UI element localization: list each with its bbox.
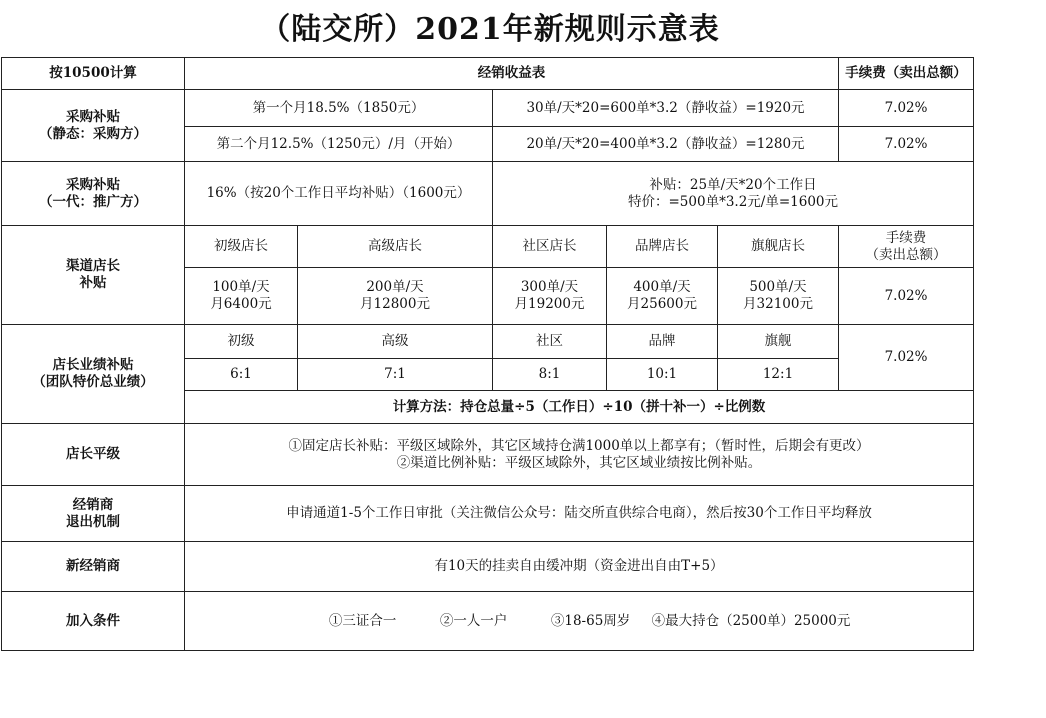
perf-ratio: 6:1 — [185, 359, 298, 391]
join-conditions-row — [2, 592, 974, 651]
second-month-calc: 20单/天*20=400单*3.2（静收益）=1280元 — [493, 127, 839, 162]
join-conditions-list — [185, 592, 974, 651]
purchase-static-label: 采购补贴 （静态：采购方） — [2, 90, 185, 162]
performance-levels-row — [2, 325, 974, 359]
manager-equal-row — [2, 424, 974, 486]
promoter-subsidy-desc: 16%（按20个工作日平均补贴）（1600元） — [185, 162, 493, 226]
join-conditions-label: 加入条件 — [2, 592, 185, 651]
new-dealer-label: 新经销商 — [2, 542, 185, 592]
level-value: 500单/天 月32100元 — [718, 268, 839, 325]
purchase-promoter-row — [2, 162, 974, 226]
exit-mechanism-label: 经销商 退出机制 — [2, 486, 185, 542]
join-condition-item: ②一人一户 — [439, 612, 508, 629]
level-value: 300单/天 月19200元 — [493, 268, 607, 325]
header-income-table: 经销收益表 — [185, 58, 839, 90]
header-basis: 按10500计算 — [2, 58, 185, 90]
first-month-subsidy: 第一个月18.5%（1850元） — [185, 90, 493, 127]
page-title: （陆交所）2021年新规则示意表 — [260, 12, 720, 47]
perf-level-name: 初级 — [185, 325, 298, 359]
header-row — [2, 58, 974, 90]
rules-table — [1, 57, 974, 651]
level-name: 旗舰店长 — [718, 226, 839, 268]
level-name: 品牌店长 — [607, 226, 718, 268]
perf-ratio: 8:1 — [493, 359, 607, 391]
perf-ratio: 12:1 — [718, 359, 839, 391]
purchase-promoter-label: 采购补贴 （一代：推广方） — [2, 162, 185, 226]
exit-mechanism-text: 申请通道1-5个工作日审批（关注微信公众号：陆交所直供综合电商），然后按30个工作日平均释放 — [185, 486, 974, 542]
calculation-method: 计算方法：持仓总量÷5（工作日）÷10（拼十补一）÷比例数 — [185, 391, 974, 424]
level-name: 社区店长 — [493, 226, 607, 268]
perf-ratio: 7:1 — [298, 359, 493, 391]
first-month-fee: 7.02% — [839, 90, 974, 127]
perf-level-name: 高级 — [298, 325, 493, 359]
promoter-subsidy-calc: 补贴：25单/天*20个工作日 特价：=500单*3.2元/单=1600元 — [493, 162, 974, 226]
manager-equal-label: 店长平级 — [2, 424, 185, 486]
purchase-static-row-1 — [2, 90, 974, 127]
level-name: 高级店长 — [298, 226, 493, 268]
level-value: 100单/天 月6400元 — [185, 268, 298, 325]
join-condition-item: ③18-65周岁 — [550, 612, 631, 629]
perf-level-name: 旗舰 — [718, 325, 839, 359]
second-month-fee: 7.02% — [839, 127, 974, 162]
header-fee: 手续费（卖出总额） — [839, 58, 974, 90]
perf-level-name: 社区 — [493, 325, 607, 359]
level-value: 400单/天 月25600元 — [607, 268, 718, 325]
join-condition-item: ①三证合一 — [328, 612, 397, 629]
new-dealer-row — [2, 542, 974, 592]
manager-equal-text: ①固定店长补贴：平级区域除外，其它区域持仓满1000单以上都享有；（暂时性，后期会有更改） ②渠道比例补贴：平级区域除外，其它区域业绩按比例补贴。 — [185, 424, 974, 486]
channel-fee-header: 手续费 （卖出总额） — [839, 226, 974, 268]
performance-label: 店长业绩补贴 （团队特价总业绩） — [2, 325, 185, 424]
perf-ratio: 10:1 — [607, 359, 718, 391]
performance-fee: 7.02% — [839, 325, 974, 391]
level-value: 200单/天 月12800元 — [298, 268, 493, 325]
channel-manager-label: 渠道店长 补贴 — [2, 226, 185, 325]
exit-mechanism-row — [2, 486, 974, 542]
join-condition-item: ④最大持仓（2500单）25000元 — [651, 612, 851, 629]
channel-fee: 7.02% — [839, 268, 974, 325]
perf-level-name: 品牌 — [607, 325, 718, 359]
first-month-calc: 30单/天*20=600单*3.2（静收益）=1920元 — [493, 90, 839, 127]
level-name: 初级店长 — [185, 226, 298, 268]
channel-manager-levels-row — [2, 226, 974, 268]
second-month-subsidy: 第二个月12.5%（1250元）/月（开始） — [185, 127, 493, 162]
new-dealer-text: 有10天的挂卖自由缓冲期（资金进出自由T+5） — [185, 542, 974, 592]
